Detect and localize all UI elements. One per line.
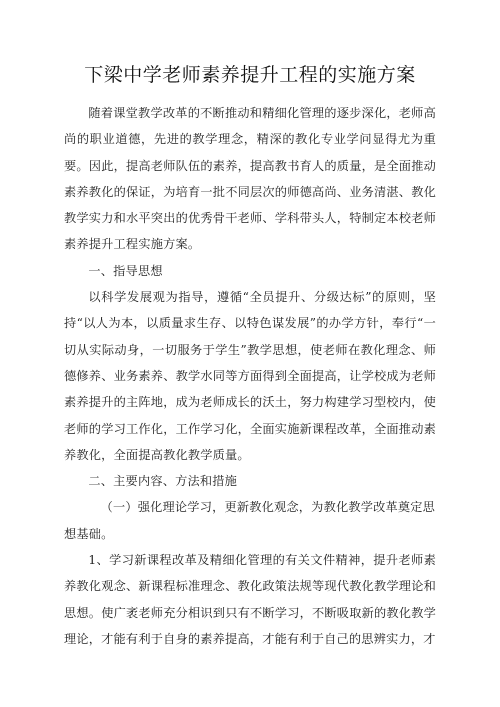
guiding-ideology-paragraph: 以科学发展观为指导，遵循“全员提升、分级达标”的原则，坚持“以人为本，以质量求生存、以特色谋发展”的办学方针，奉行“一切从实际动身，一切服务于学生”教学思想，使老师在教化理念、师德修养、业务素养、教学水同等方面得到全面提高，让学校成为老师素养提升的主阵地，成为老师成长的沃土，努力构建学习型校内，使老师的学习工作化，工作学习化，全面实施新课程改革，全面推动素养教化，全面提高教化教学质量。 — [64, 290, 436, 462]
intro-paragraph: 随着课堂教学改革的不断推动和精细化管理的逐步深化，老师高尚的职业道德，先进的教学理念，精深的教化专业学问显得尤为重要。因此，提高老师队伍的素养，提高教书育人的质量，是全面推动素养教化的保证，为培育一批不同层次的师德高尚、业务清湛、教化教学实力和水平突出的优秀骨干老师、学科带头人，特制定本校老师素养提升工程实施方案。 — [64, 106, 436, 252]
section-heading-guiding-ideology: 一、指导思想 — [88, 263, 163, 278]
section-heading-main-content: 二、主要内容、方法和措施 — [88, 474, 238, 489]
subsection-heading-theory-study: （一）强化理论学习，更新教化观念，为教化教学改革奠定思想基础。 — [64, 500, 436, 541]
document-body — [64, 100, 436, 652]
document-title: 下梁中学老师素养提升工程的实施方案 — [84, 64, 416, 86]
item-1-paragraph: 1、学习新课程改革及精细化管理的有关文件精神，提升老师素养教化观念、新课程标准理念、教化政策法规等现代教化教学理论和思想。使广袤老师充分相识到只有不断学习，不断吸取新的教化教学理论，才能有利于自身的素养提高，才能有利于自己的思辨实力，才 — [64, 553, 436, 646]
